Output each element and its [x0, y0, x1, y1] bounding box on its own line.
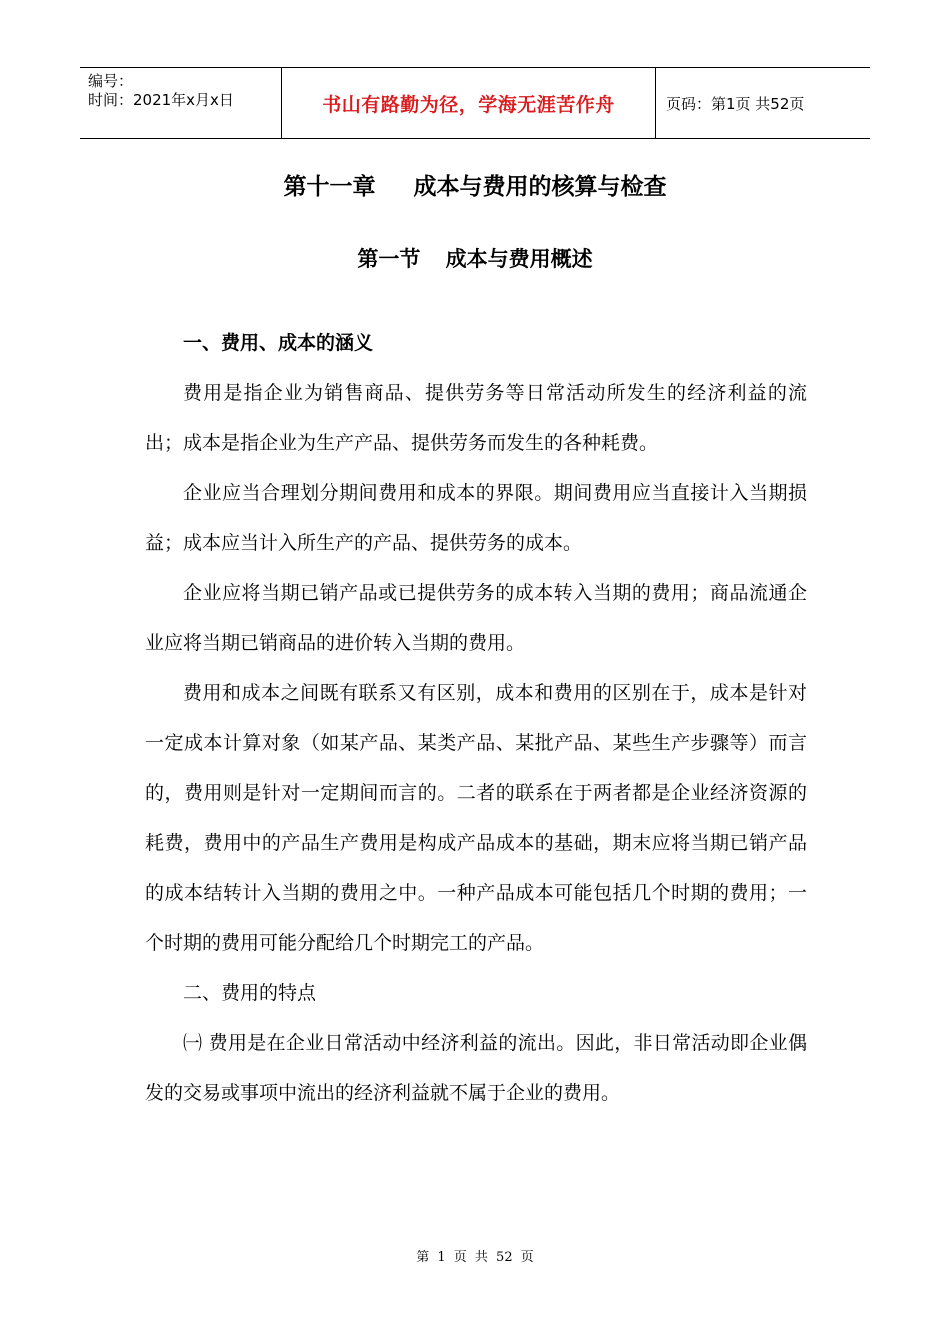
header-meta-cell — [80, 68, 282, 138]
paragraph: ㈠ 费用是在企业日常活动中经济利益的流出。因此，非日常活动即企业偶发的交易或事项中流出的经济利益就不属于企业的费用。 — [145, 1032, 807, 1104]
motto-text: 书山有路勤为径，学海无涯苦作舟 — [322, 93, 615, 116]
page-footer: 第 1 页 共 52 页 — [416, 1250, 534, 1265]
date-label: 时间：2021年x月x日 — [88, 91, 234, 109]
subheading-characteristics: 二、费用的特点 — [183, 982, 317, 1004]
section-title: 第一节 成本与费用概述 — [357, 247, 593, 271]
paragraph: 费用是指企业为销售商品、提供劳务等日常活动所发生的经济利益的流出；成本是指企业为生产产品、提供劳务而发生的各种耗费。 — [145, 382, 807, 454]
paragraph: 企业应当合理划分期间费用和成本的界限。期间费用应当直接计入当期损益；成本应当计入所生产的产品、提供劳务的成本。 — [145, 482, 807, 554]
document-header — [80, 67, 870, 139]
document-body — [145, 318, 807, 1118]
header-page-cell — [656, 68, 870, 138]
header-motto-cell — [282, 68, 656, 138]
header-page-info: 页码：第1页 共52页 — [666, 94, 805, 113]
paragraph: 企业应将当期已销产品或已提供劳务的成本转入当期的费用；商品流通企业应将当期已销商品的进价转入当期的费用。 — [145, 582, 807, 654]
number-label: 编号： — [88, 72, 134, 90]
subheading-definition: 一、费用、成本的涵义 — [183, 332, 374, 354]
chapter-title: 第十一章 成本与费用的核算与检查 — [283, 174, 667, 200]
paragraph: 费用和成本之间既有联系又有区别，成本和费用的区别在于，成本是针对一定成本计算对象（如某产品、某类产品、某批产品、某些生产步骤等）而言的，费用则是针对一定期间而言的。二者的联系在于两者都是企业经济资源的耗费，费用中的产品生产费用是构成产品成本的基础，期末应将当期已销产品的成本结转计入当期的费用之中。一种产品成本可能包括几个时期的费用；一个时期的费用可能分配给几个时期完工的产品。 — [145, 682, 807, 954]
